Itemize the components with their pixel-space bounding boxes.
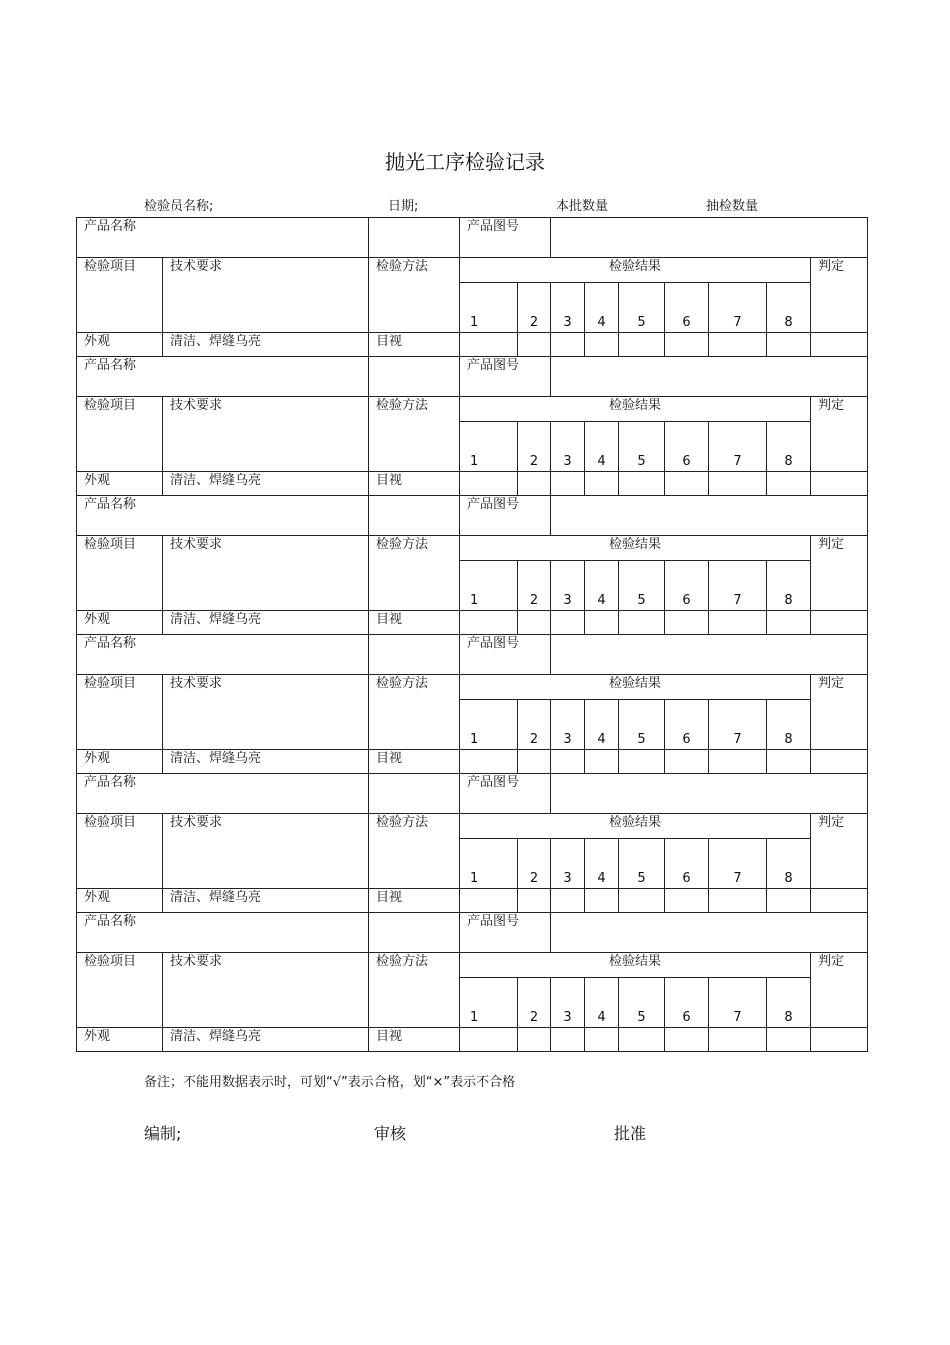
result-cell[interactable]: [518, 333, 551, 357]
judgment-header: 判定: [811, 536, 868, 611]
prepared-by-label: 编制;: [144, 1124, 182, 1143]
sample-number: 1: [460, 700, 518, 750]
sample-number: 7: [709, 422, 767, 472]
sample-number: 1: [460, 839, 518, 889]
drawing-number-label: 产品图号: [460, 496, 551, 536]
result-cell[interactable]: [709, 333, 767, 357]
sample-number: 7: [709, 839, 767, 889]
result-cell[interactable]: [518, 750, 551, 774]
result-cell[interactable]: [709, 1028, 767, 1052]
header-row: [77, 675, 868, 700]
result-cell[interactable]: [460, 889, 518, 913]
item-header: 检验项目: [77, 814, 163, 889]
sample-quantity-label: 抽检数量: [706, 199, 759, 214]
sample-number: 8: [767, 422, 811, 472]
judgment-header: 判定: [811, 258, 868, 333]
method-header: 检验方法: [369, 953, 460, 1028]
inspection-item: 外观: [77, 472, 163, 496]
remark-note: 备注；不能用数据表示时，可划“√”表示合格，划“×”表示不合格: [144, 1075, 516, 1090]
result-cell[interactable]: [518, 472, 551, 496]
sample-number: 8: [767, 839, 811, 889]
result-cell[interactable]: [551, 333, 585, 357]
judgment-header: 判定: [811, 397, 868, 472]
result-cell[interactable]: [709, 472, 767, 496]
result-cell[interactable]: [551, 889, 585, 913]
product-name-label: 产品名称: [77, 357, 369, 397]
result-cell[interactable]: [551, 472, 585, 496]
result-cell[interactable]: [665, 750, 709, 774]
sample-number: 5: [619, 978, 665, 1028]
judgment-cell[interactable]: [811, 1028, 868, 1052]
requirement-header: 技术要求: [163, 397, 369, 472]
result-header: 检验结果: [460, 675, 811, 700]
product-name-label: 产品名称: [77, 218, 369, 258]
sample-number: 2: [518, 422, 551, 472]
product-name-value[interactable]: [369, 913, 460, 953]
item-header: 检验项目: [77, 675, 163, 750]
inspection-row: [77, 750, 868, 774]
sample-number: 8: [767, 700, 811, 750]
sample-number: 7: [709, 700, 767, 750]
sample-number: 8: [767, 978, 811, 1028]
sample-number: 2: [518, 839, 551, 889]
sample-number: 4: [585, 978, 619, 1028]
drawing-number-value[interactable]: [551, 774, 868, 814]
sample-number: 3: [551, 700, 585, 750]
product-name-value[interactable]: [369, 218, 460, 258]
result-cell[interactable]: [767, 1028, 811, 1052]
result-cell[interactable]: [460, 472, 518, 496]
document-title: 抛光工序检验记录: [385, 150, 545, 174]
result-header: 检验结果: [460, 397, 811, 422]
result-cell[interactable]: [619, 333, 665, 357]
judgment-cell[interactable]: [811, 889, 868, 913]
judgment-cell[interactable]: [811, 750, 868, 774]
drawing-number-label: 产品图号: [460, 635, 551, 675]
sample-number: 6: [665, 978, 709, 1028]
judgment-header: 判定: [811, 953, 868, 1028]
result-cell[interactable]: [665, 1028, 709, 1052]
result-cell[interactable]: [619, 1028, 665, 1052]
sample-number: 8: [767, 283, 811, 333]
sample-number: 3: [551, 283, 585, 333]
sample-number: 1: [460, 422, 518, 472]
requirement-header: 技术要求: [163, 675, 369, 750]
result-header: 检验结果: [460, 536, 811, 561]
method-header: 检验方法: [369, 397, 460, 472]
inspection-requirement: 清洁、焊缝乌亮: [163, 472, 369, 496]
inspection-method: 目视: [369, 889, 460, 913]
drawing-number-value[interactable]: [551, 635, 868, 675]
drawing-number-label: 产品图号: [460, 913, 551, 953]
header-row: [77, 814, 868, 839]
sample-number: 6: [665, 839, 709, 889]
result-cell[interactable]: [585, 333, 619, 357]
product-name-label: 产品名称: [77, 913, 369, 953]
drawing-number-label: 产品图号: [460, 774, 551, 814]
product-info-row: [77, 774, 868, 814]
inspection-row: [77, 611, 868, 635]
result-cell[interactable]: [585, 750, 619, 774]
sample-number: 4: [585, 422, 619, 472]
sample-number: 6: [665, 561, 709, 611]
inspection-method: 目视: [369, 750, 460, 774]
result-cell[interactable]: [767, 889, 811, 913]
result-cell[interactable]: [665, 333, 709, 357]
sample-number: 3: [551, 978, 585, 1028]
drawing-number-value[interactable]: [551, 913, 868, 953]
inspection-method: 目视: [369, 333, 460, 357]
product-name-value[interactable]: [369, 774, 460, 814]
inspection-row: [77, 472, 868, 496]
method-header: 检验方法: [369, 814, 460, 889]
result-cell[interactable]: [709, 611, 767, 635]
item-header: 检验项目: [77, 536, 163, 611]
item-header: 检验项目: [77, 397, 163, 472]
result-header: 检验结果: [460, 814, 811, 839]
result-cell[interactable]: [665, 611, 709, 635]
method-header: 检验方法: [369, 258, 460, 333]
sample-number: 7: [709, 561, 767, 611]
inspection-requirement: 清洁、焊缝乌亮: [163, 1028, 369, 1052]
inspection-item: 外观: [77, 889, 163, 913]
sample-number: 6: [665, 422, 709, 472]
result-cell[interactable]: [767, 611, 811, 635]
product-name-value[interactable]: [369, 357, 460, 397]
product-name-value[interactable]: [369, 635, 460, 675]
batch-quantity-label: 本批数量: [556, 199, 609, 214]
result-cell[interactable]: [460, 1028, 518, 1052]
drawing-number-value[interactable]: [551, 357, 868, 397]
sample-number: 4: [585, 839, 619, 889]
inspection-table: [76, 217, 868, 1052]
result-cell[interactable]: [460, 333, 518, 357]
method-header: 检验方法: [369, 536, 460, 611]
result-cell[interactable]: [551, 1028, 585, 1052]
product-name-label: 产品名称: [77, 496, 369, 536]
product-info-row: [77, 218, 868, 258]
result-cell[interactable]: [585, 1028, 619, 1052]
sample-number: 5: [619, 561, 665, 611]
inspection-item: 外观: [77, 611, 163, 635]
drawing-number-label: 产品图号: [460, 357, 551, 397]
inspection-method: 目视: [369, 611, 460, 635]
sample-number: 6: [665, 700, 709, 750]
header-row: [77, 258, 868, 283]
inspection-method: 目视: [369, 472, 460, 496]
sample-number: 3: [551, 561, 585, 611]
inspection-requirement: 清洁、焊缝乌亮: [163, 333, 369, 357]
sample-number: 1: [460, 283, 518, 333]
result-cell[interactable]: [460, 750, 518, 774]
sample-number: 2: [518, 978, 551, 1028]
sample-number: 2: [518, 700, 551, 750]
product-name-value[interactable]: [369, 496, 460, 536]
reviewed-by-label: 审核: [374, 1124, 407, 1143]
item-header: 检验项目: [77, 953, 163, 1028]
sample-number: 5: [619, 422, 665, 472]
sample-number: 4: [585, 561, 619, 611]
result-cell[interactable]: [551, 611, 585, 635]
result-cell[interactable]: [619, 611, 665, 635]
product-info-row: [77, 635, 868, 675]
result-cell[interactable]: [619, 750, 665, 774]
judgment-cell[interactable]: [811, 611, 868, 635]
product-name-label: 产品名称: [77, 774, 369, 814]
sample-number: 7: [709, 283, 767, 333]
inspection-row: [77, 1028, 868, 1052]
sample-number: 5: [619, 283, 665, 333]
sample-number: 4: [585, 283, 619, 333]
sample-number: 1: [460, 978, 518, 1028]
result-cell[interactable]: [709, 750, 767, 774]
header-row: [77, 536, 868, 561]
inspection-item: 外观: [77, 1028, 163, 1052]
result-header: 检验结果: [460, 953, 811, 978]
sample-number: 3: [551, 422, 585, 472]
judgment-cell[interactable]: [811, 472, 868, 496]
judgment-header: 判定: [811, 675, 868, 750]
result-header: 检验结果: [460, 258, 811, 283]
result-cell[interactable]: [585, 472, 619, 496]
inspection-requirement: 清洁、焊缝乌亮: [163, 750, 369, 774]
result-cell[interactable]: [665, 472, 709, 496]
inspection-item: 外观: [77, 750, 163, 774]
sample-number: 8: [767, 561, 811, 611]
result-cell[interactable]: [619, 472, 665, 496]
result-cell[interactable]: [709, 889, 767, 913]
result-cell[interactable]: [767, 472, 811, 496]
result-cell[interactable]: [767, 333, 811, 357]
sample-number: 7: [709, 978, 767, 1028]
judgment-cell[interactable]: [811, 333, 868, 357]
inspection-row: [77, 889, 868, 913]
drawing-number-value[interactable]: [551, 496, 868, 536]
result-cell[interactable]: [551, 750, 585, 774]
requirement-header: 技术要求: [163, 814, 369, 889]
result-cell[interactable]: [460, 611, 518, 635]
product-info-row: [77, 496, 868, 536]
sample-number: 4: [585, 700, 619, 750]
result-cell[interactable]: [518, 889, 551, 913]
judgment-header: 判定: [811, 814, 868, 889]
inspection-row: [77, 333, 868, 357]
requirement-header: 技术要求: [163, 536, 369, 611]
result-cell[interactable]: [767, 750, 811, 774]
sample-number: 1: [460, 561, 518, 611]
product-info-row: [77, 357, 868, 397]
inspection-method: 目视: [369, 1028, 460, 1052]
date-label: 日期;: [388, 199, 419, 214]
sample-number: 2: [518, 283, 551, 333]
inspection-requirement: 清洁、焊缝乌亮: [163, 611, 369, 635]
item-header: 检验项目: [77, 258, 163, 333]
header-row: [77, 397, 868, 422]
drawing-number-label: 产品图号: [460, 218, 551, 258]
approved-by-label: 批准: [614, 1124, 647, 1143]
sample-number: 5: [619, 700, 665, 750]
inspector-label: 检验员名称;: [144, 199, 214, 214]
requirement-header: 技术要求: [163, 258, 369, 333]
product-info-row: [77, 913, 868, 953]
product-name-label: 产品名称: [77, 635, 369, 675]
header-row: [77, 953, 868, 978]
inspection-requirement: 清洁、焊缝乌亮: [163, 889, 369, 913]
requirement-header: 技术要求: [163, 953, 369, 1028]
sample-number: 6: [665, 283, 709, 333]
sample-number: 3: [551, 839, 585, 889]
result-cell[interactable]: [518, 611, 551, 635]
result-cell[interactable]: [518, 1028, 551, 1052]
drawing-number-value[interactable]: [551, 218, 868, 258]
inspection-item: 外观: [77, 333, 163, 357]
sample-number: 2: [518, 561, 551, 611]
sample-number: 5: [619, 839, 665, 889]
result-cell[interactable]: [619, 889, 665, 913]
result-cell[interactable]: [665, 889, 709, 913]
result-cell[interactable]: [585, 889, 619, 913]
result-cell[interactable]: [585, 611, 619, 635]
method-header: 检验方法: [369, 675, 460, 750]
